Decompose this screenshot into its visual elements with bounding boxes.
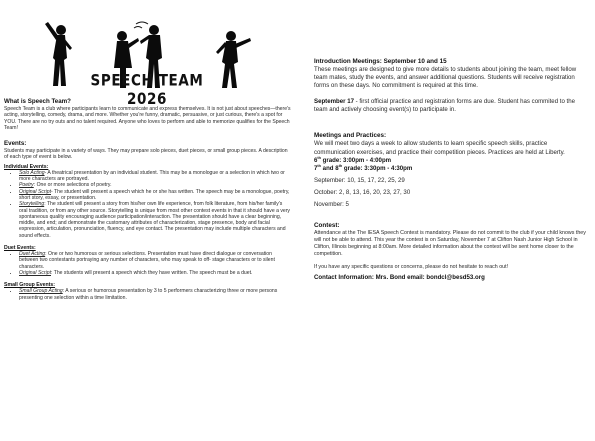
event-name: Duet Acting [19,251,46,258]
grade6-time: 6th grade: 3:00pm - 4:00pm [314,155,392,164]
november-dates: November: 5 [314,201,349,209]
duet-events-heading: Duet Events: [4,245,36,252]
october-dates: October: 2, 8, 13, 16, 20, 23, 27, 30 [314,188,411,196]
events-section [4,140,291,301]
event-name: Solo Acting [19,169,45,176]
list-item [19,189,291,202]
sept17-body: - first official practice and registration forms are due. Student has commited to the team and actively choosing event(s) to participate in. [314,98,576,114]
banner-title: SPEECH TEAM 2026 [90,71,204,109]
event-desc: : A serious or humorous presentation by 3 to 5 performers characterizing three or more persons presenting one selection within a time limitation. [19,288,278,301]
sept17-note [314,98,586,114]
grade78-time: 7th and 8th grade: 3:30pm - 4:30pm [314,163,413,172]
practices-section [314,132,586,209]
list-item [19,270,291,276]
events-heading: Events: [4,140,27,148]
event-desc: : One or more selections of poetry. [33,182,112,189]
practices-heading: Meetings and Practices: [314,132,387,140]
group-events-list [4,288,291,301]
contest-heading: Contest: [314,222,340,230]
group-events-heading: Small Group Events: [4,282,56,289]
individual-events-list [4,170,291,239]
sept17-date: September 17 [314,98,354,106]
intro-meetings-section [314,58,586,90]
contest-body: Attendance at the The IESA Speech Contest is mandatory. Please do not commit to the club if your child knows they will not be able to attend. This year the contest is on Saturday, November 7 at Clifton Nash Junior High School in Clifton, Illinois beginning at 8:00am. More detailed information about the contest will be sent home closer to the competition. [314,230,586,257]
questions-note: If you have any specific questions or concerns, please do not hesitate to reach out! [314,263,509,270]
about-body: Speech Team is a club where participants learn to communicate and express themselves. It is not just about speeches—there's acting, storytelling, comedy, drama, and more. Whether you're funny, dramatic, persuasive, or just curious, there's a spot for YOU. There are no try outs and no talent required. Anyone who loves to perform and able to memorize qualifies for the Speech Team! [4,106,291,131]
list-item [19,251,291,270]
event-desc: : The student will present a story from his/her own life experience, from folk literature, from his/her family's oral tradition, or from any other source. Storytelling is unique from most other contest events in that it should have a very spontaneous quality encouraging audience participation/interaction. The presentation should have a clear beginning, middle, and end; and demonstrate the customary attributes of characterization, stage presence, body and facial expression, articulation, pronunciation, fluency, and eye contact. The presentation may include multiple characters and sound effects. [19,201,290,239]
list-item [19,201,291,239]
september-dates: September: 10, 15, 17, 22, 25, 29 [314,176,405,184]
individual-events-heading: Individual Events: [4,163,49,170]
event-name: Poetry [19,182,34,189]
event-name: Original Script [19,188,51,195]
event-desc: : The students will present a speech which they have written. The speech must be a duet. [51,269,253,276]
event-desc: - The student will present a speech which he or she has written. The speech may be a monologue, poetry, short story, essay, or presentation. [19,188,290,201]
intro-meetings-body: These meetings are designed to give more details to students about joining the team, meet fellow team mates, study the events, and answer additional questions. Students will receive registration forms on these days. No commitment is required at this time. [314,66,577,90]
events-intro: Students may participate in a variety of ways. They may prepare solo pieces, duet pieces, or small group pieces. A description of each type of event is below. [4,148,288,161]
duet-events-list [4,251,291,276]
right-column [314,58,586,282]
event-desc: - A theatrical presentation by an individual student. This may be a monologue or a selection in which two or more characters are portrayed. [19,169,285,183]
practices-body: We will meet two days a week to allow students to learn specific speech skills, practice communication exercises, and practice their competition pieces. Practices are held at Liberty. [314,140,565,156]
list-item [19,288,291,301]
contest-section [314,222,586,282]
event-name: Storytelling [19,201,45,208]
contact-info: Contact Information: Mrs. Bond email: bondcl@besd53.org [314,273,485,281]
event-desc: : One or two humorous or serious selections. Presentation must have direct dialogue or conversation between two contestants portraying any number of characters, who may speak to off- stage characters or to silent characters. [19,251,275,270]
list-item [19,170,291,183]
about-heading: What is Speech Team? [4,98,71,105]
event-name: Original Script [19,269,51,276]
intro-meetings-heading: Introduction Meetings: September 10 and 15 [314,58,447,65]
event-name: Small Group Acting [19,288,63,295]
left-column [4,8,291,301]
